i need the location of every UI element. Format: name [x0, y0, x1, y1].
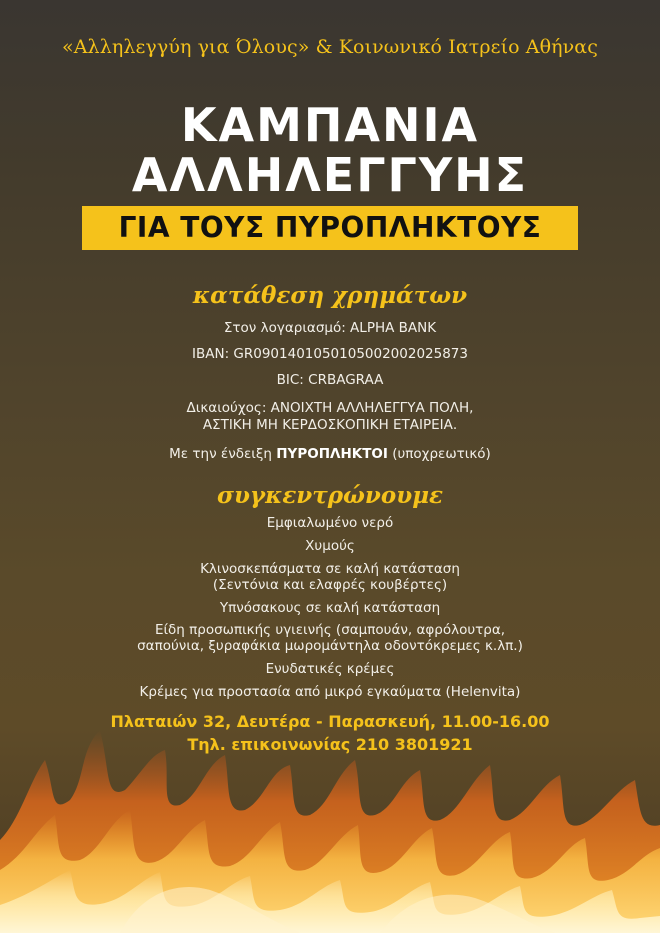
collection-heading: συγκεντρώνουμε [216, 482, 444, 509]
deposit-note-prefix: Με την ένδειξη [169, 446, 277, 462]
address-hours: Πλαταιών 32, Δευτέρα - Παρασκευή, 11.00-16.00 [110, 712, 550, 731]
deposit-note [0, 446, 660, 462]
collection-item: Ενυδατικές κρέμες [265, 661, 395, 677]
beneficiary-line1: Δικαιούχος: ΑΝΟΙΧΤΗ ΑΛΛΗΛΕΓΓΥΑ ΠΟΛΗ, [186, 400, 474, 416]
collection-item: Είδη προσωπικής υγιεινής (σαμπουάν, αφρόλουτρα, [154, 622, 506, 638]
deposit-note-keyword: ΠΥΡΟΠΛΗΚΤΟΙ [276, 446, 388, 462]
organizers-line: «Αλληλεγγύη για Όλους» & Κοινωνικό Ιατρείο Αθήνας [62, 36, 598, 58]
campaign-title-line1: ΚΑΜΠΑΝΙΑ [180, 98, 480, 152]
deposit-note-suffix: (υποχρεωτικό) [387, 446, 491, 462]
contact-phone: Τηλ. επικοινωνίας 210 3801921 [187, 735, 473, 754]
iban: IBAN: GR0901401050105002002025873 [192, 346, 468, 362]
collection-item: Χυμούς [305, 538, 355, 554]
collection-item: σαπούνια, ξυραφάκια μωρομάντηλα οδοντόκρεμες κ.λπ.) [137, 638, 523, 654]
campaign-title-line2: ΑΛΛΗΛΕΓΓΥΗΣ [131, 148, 529, 202]
bic: BIC: CRBAGRAA [276, 372, 384, 388]
collection-item: (Σεντόνια και ελαφρές κουβέρτες) [212, 577, 448, 593]
collection-item: Υπνόσακους σε καλή κατάσταση [219, 600, 441, 616]
bank-account: Στον λογαριασμό: ALPHA BANK [223, 320, 437, 336]
collection-item: Κλινοσκεπάσματα σε καλή κατάσταση [200, 561, 460, 577]
deposit-heading: κατάθεση χρημάτων [192, 282, 468, 309]
collection-item: Εμφιαλωμένο νερό [266, 515, 394, 531]
campaign-subtitle: ΓΙΑ ΤΟΥΣ ΠΥΡΟΠΛΗΚΤΟΥΣ [118, 211, 542, 244]
beneficiary-line2: ΑΣΤΙΚΗ ΜΗ ΚΕΡΔΟΣΚΟΠΙΚΗ ΕΤΑΙΡΕΙΑ. [202, 417, 458, 433]
collection-item: Κρέμες για προστασία από μικρό εγκαύματα (Helenvita) [139, 684, 521, 700]
